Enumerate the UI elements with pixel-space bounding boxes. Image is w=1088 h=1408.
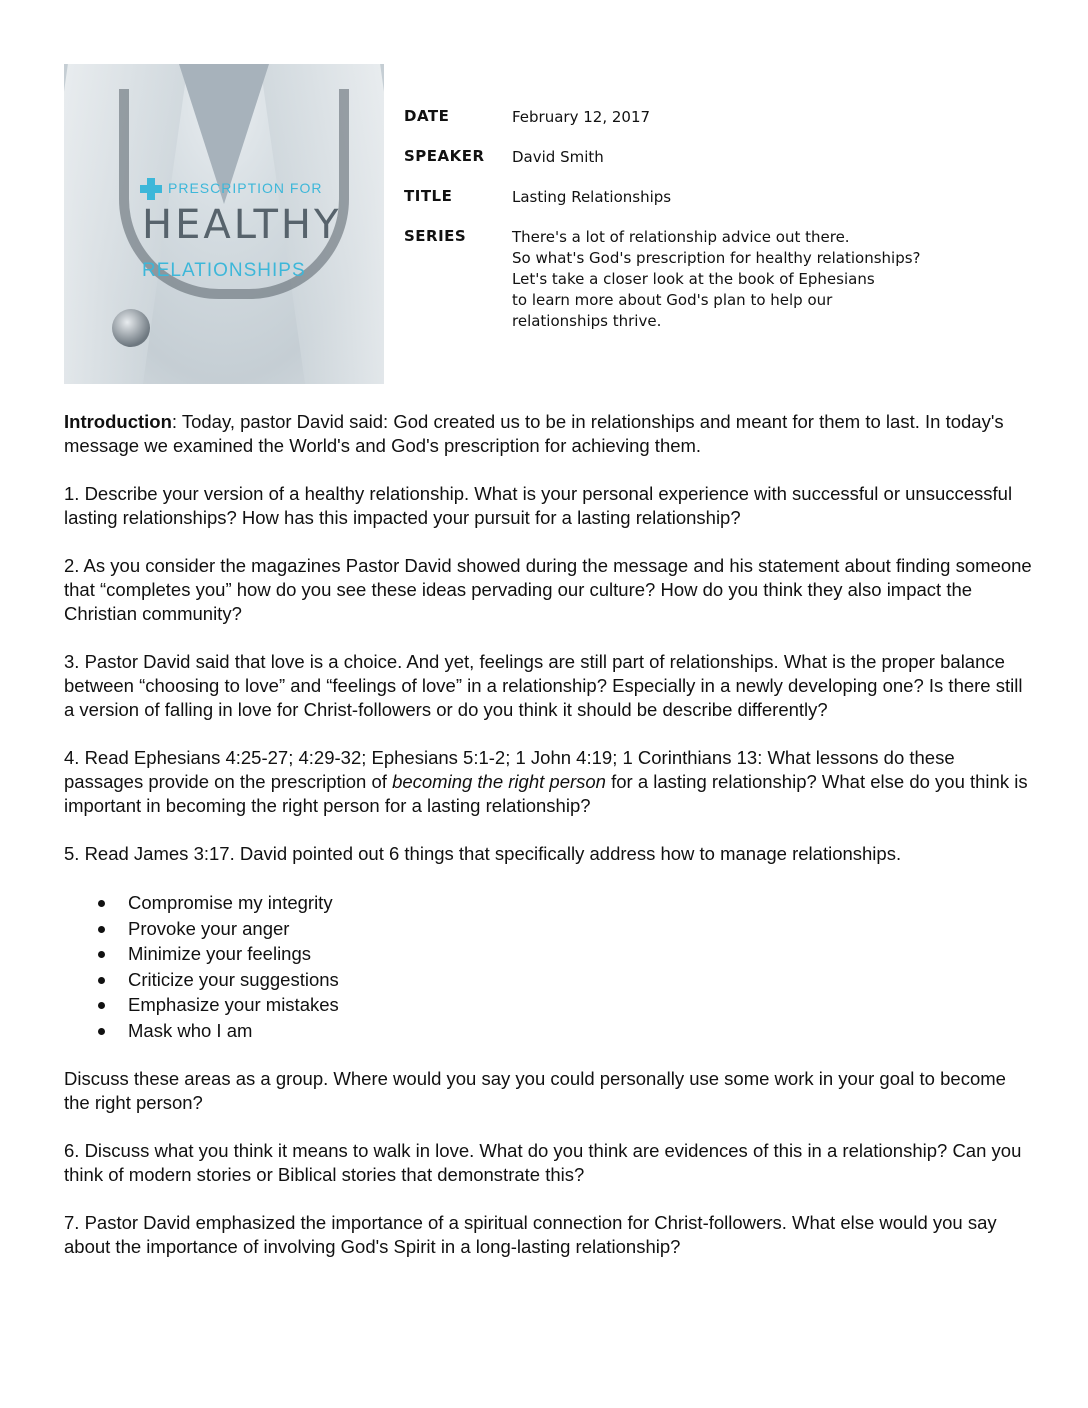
logo-line-2: HEALTHY bbox=[142, 202, 342, 248]
question-3: 3. Pastor David said that love is a choice. And yet, feelings are still part of relationships. What is the proper balance between “choosing to love” and “feelings of love” in a relationship? Especially in a newly developing one? Is there still a version of falling in love for Christ-followers or do you think it should be describe differently? bbox=[64, 651, 1023, 720]
discussion-content bbox=[64, 410, 1034, 1283]
introduction-label: Introduction bbox=[64, 411, 172, 432]
list-item-text: Compromise my integrity bbox=[128, 892, 333, 913]
list-item bbox=[128, 916, 1034, 942]
question-4-text-start: 4. Read Ephesians 4:25-27; 4:29-32; Ephesians 5:1-2; 1 John 4:19; 1 Corinthians 13: What lessons do these passages provide on the prescription of bbox=[64, 747, 955, 792]
list-item-text: Criticize your suggestions bbox=[128, 968, 339, 990]
question-4-text-end: for a lasting relationship? What else do you think is important in becoming the right person for a lasting relationship? bbox=[64, 771, 1028, 816]
question-4 bbox=[64, 746, 1034, 818]
bullet-icon bbox=[98, 1002, 105, 1009]
title-row bbox=[404, 187, 1044, 208]
list-item bbox=[128, 941, 1034, 967]
discussion-paragraph: Discuss these areas as a group. Where would you say you could personally use some work in your goal to become the right person? bbox=[64, 1068, 1006, 1113]
list-item bbox=[128, 890, 1034, 916]
bullet-icon bbox=[98, 926, 105, 933]
introduction-text: : Today, pastor David said: God created us to be in relationships and meant for them to last. In today's message we examined the World's and God's prescription for achieving them. bbox=[64, 411, 1004, 456]
list-item-text: Mask who I am bbox=[128, 1019, 253, 1041]
introduction-paragraph bbox=[64, 410, 1034, 458]
speaker-value: David Smith bbox=[512, 148, 604, 166]
question-6: 6. Discuss what you think it means to walk in love. What do you think are evidences of this in a relationship? Can you think of modern stories or Biblical stories that demonstrate this? bbox=[64, 1140, 1022, 1185]
series-label: SERIES bbox=[404, 227, 467, 245]
title-value: Lasting Relationships bbox=[512, 188, 672, 206]
list-item-text: Provoke your anger bbox=[128, 917, 290, 939]
bullet-icon bbox=[98, 1028, 105, 1035]
speaker-row bbox=[404, 147, 1044, 168]
stethoscope-bell-shape bbox=[112, 309, 150, 347]
bullet-list bbox=[64, 890, 1034, 1043]
date-label: DATE bbox=[404, 107, 450, 125]
list-item-text: Minimize your feelings bbox=[128, 943, 312, 964]
series-cover-image bbox=[64, 64, 384, 384]
list-item bbox=[128, 1018, 1034, 1044]
date-row bbox=[404, 107, 1044, 128]
series-row bbox=[404, 227, 1044, 332]
question-5: 5. Read James 3:17. David pointed out 6 things that specifically address how to manage relationships. bbox=[64, 843, 902, 864]
question-2: 2. As you consider the magazines Pastor David showed during the message and his statement about finding someone that “completes you” how do you see these ideas pervading our culture? How do you think they also impact the Christian community? bbox=[64, 555, 1032, 624]
list-item bbox=[128, 967, 1034, 993]
sermon-info bbox=[404, 107, 1044, 351]
logo-line-3: RELATIONSHIPS bbox=[142, 260, 306, 281]
bullet-icon bbox=[98, 900, 105, 907]
medical-cross-icon bbox=[140, 178, 162, 200]
logo-line-1: PRESCRIPTION FOR bbox=[168, 180, 323, 196]
bullet-icon bbox=[98, 951, 105, 958]
list-item-text: Emphasize your mistakes bbox=[128, 994, 339, 1015]
speaker-label: SPEAKER bbox=[404, 147, 485, 165]
title-label: TITLE bbox=[404, 187, 453, 205]
question-1: 1. Describe your version of a healthy relationship. What is your personal experience with successful or unsuccessful lasting relationships? How has this impacted your pursuit for a lasting relationship? bbox=[64, 483, 1013, 528]
list-item bbox=[128, 992, 1034, 1018]
question-4-italic-phrase: becoming the right person bbox=[392, 771, 606, 792]
bullet-icon bbox=[98, 977, 105, 984]
series-value: There's a lot of relationship advice out there. So what's God's prescription for healthy relationships? Let's take a closer look at the book of Ephesians to learn more about God's plan to help our relationships thrive. bbox=[512, 228, 921, 330]
date-value: February 12, 2017 bbox=[512, 108, 651, 126]
question-7: 7. Pastor David emphasized the importance of a spiritual connection for Christ-followers. What else would you say about the importance of involving God's Spirit in a long-lasting relationship? bbox=[64, 1212, 997, 1257]
